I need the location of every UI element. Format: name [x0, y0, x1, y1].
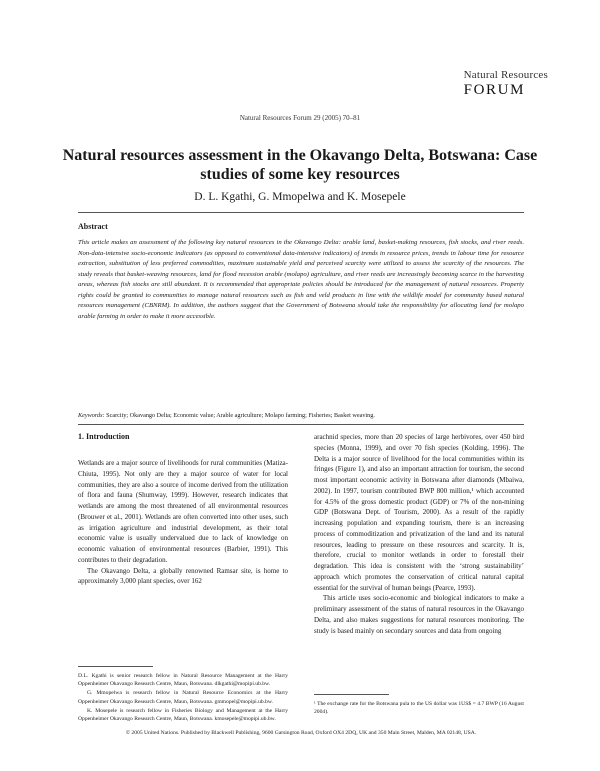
article-authors: D. L. Kgathi, G. Mmopelwa and K. Mosepele: [194, 191, 406, 203]
paragraph: arachnid species, more than 20 species of large herbivores, over 450 bird species (Monna, 1999), and over 70 fish species (Kolding, 1996). The Delta is a major source of livelihood for the local communities within its fringes (Figure 1), and also an important attraction for tourism, the second most important economic activity in Botswana after diamonds (Mbaiwa, 2002). In 1997, tourism contributed BWP 800 million,¹ which accounted for 4.5% of the gross domestic product (GDP) or 7% of the non-mining GDP (Botswana Dept. of Tourism, 2000). As a result of the rapidly increasing population and expanding tourism, there is an increasing process of commoditization and privatization of the land and its natural resources, leading to pressure on these resources and scarcity. It is, therefore, crucial to monitor wetlands in order to forestall their degradation. This idea is consistent with the ‘strong sustainability’ approach which promotes the conservation of critical natural capital essential for the survival of human beings (Pearce, 1993).: [314, 433, 524, 592]
publisher-footer: © 2005 United Nations. Published by Blackwell Publishing, 9600 Garsington Road, Oxford OX4 2DQ, UK and 350 Main Street, Malden, MA 02148, USA.: [125, 730, 477, 736]
logo-line-1: Natural Resources: [463, 69, 548, 81]
author-note: G. Mmopelwa is research fellow in Natural Resource Economics at the Harry Oppenheimer Okavango Research Centre, Maun, Botswana. gmmopel@mopipi.ub.bw.: [78, 690, 288, 705]
paragraph: This article uses socio-economic and biological indicators to make a preliminary assessment of the status of natural resources in the Okavango Delta, and also makes suggestions for natural resources monitoring. The study is based mainly on secondary sources and data from ongoing: [314, 594, 524, 635]
keywords: [78, 411, 524, 420]
article-title: Natural resources assessment in the Okavango Delta, Botswana: Case studies of some key resources: [62, 147, 538, 183]
footnote-rule: [314, 694, 389, 695]
journal-logo: [464, 70, 548, 98]
footnote-rule: [78, 666, 153, 667]
keywords-label: Keywords:: [78, 412, 105, 419]
abstract-text: This article makes an assessment of the following key natural resources in the Okavango Delta: arable land, basket-making resources, fish stocks, and river reeds. Non-data-intensive socio-economic indicators (as opposed to conventional data-intensive indicators) of trends in resource prices, trends in labour time for resource extraction, substitution of less preferred commodities, maximum sustainable yield and perceived scarcity were utilized to assess the scarcity of the resources. The study reveals that basket-weaving resources, land for flood recession arable (molapo) agriculture, and river reeds are increasingly becoming scarce in the harvesting areas, whereas fish stocks are still abundant. It is recommended that appropriate policies should be introduced for the management of natural resources. Property rights could be granted to communities to manage natural resources such as fish and veld products in line with the wildlife model for community based natural resources management (CBNRM). In addition, the authors suggest that the Government of Botswana should take the responsibility for allocating land for molapo arable farming in order to make it more accessible.: [78, 239, 524, 320]
author-footnotes: [78, 672, 288, 723]
right-column: [314, 432, 524, 636]
paragraph: Wetlands are a major source of livelihoods for rural communities (Matiza-Chiuta, 1995). Not only are they a major source of water for local communities, they are also a source of income derived from the utilization of flora and fauna (Shumway, 1999). However, research indicates that wetlands are among the most threatened of all environmental resources (Brouwer et al., 2001). Wetlands are often converted into other uses, such as irrigation agriculture and industrial development, as their total economic value is usually undervalued due to lack of knowledge on economic valuation of environmental resources (Barbier, 1991). This contributes to their degradation.: [78, 459, 288, 564]
author-note: D.L. Kgathi is senior research fellow in Natural Resource Management at the Harry Oppenheimer Okavango Research Centre, Maun, Botswana. dlkgathi@mopipi.ub.bw.: [78, 673, 288, 688]
exchange-rate-footnote: ¹ The exchange rate for the Botswana pula to the US dollar was 1US$ = 4.7 BWP (16 August 2004).: [314, 701, 524, 716]
paragraph: The Okavango Delta, a globally renowned Ramsar site, is home to approximately 3,000 plant species, over 162: [78, 566, 288, 586]
abstract-divider: [78, 424, 524, 425]
section-heading-introduction: 1. Introduction: [78, 432, 130, 441]
author-note: K. Mosepele is research fellow in Fisheries Biology and Management at the Harry Oppenheimer Okavango Research Centre, Maun, Botswana. kmosepele@mopipi.ub.bw.: [78, 707, 288, 723]
keywords-list: Scarcity; Okavango Delta; Economic value; Arable agriculture; Molapo farming; Fisheries; Basket weaving.: [106, 412, 375, 419]
top-divider: [78, 212, 524, 213]
logo-line-2: FORUM: [463, 82, 526, 98]
journal-citation: Natural Resources Forum 29 (2005) 70–81: [239, 114, 361, 122]
abstract-heading: Abstract: [78, 222, 108, 231]
left-column: [78, 458, 288, 587]
